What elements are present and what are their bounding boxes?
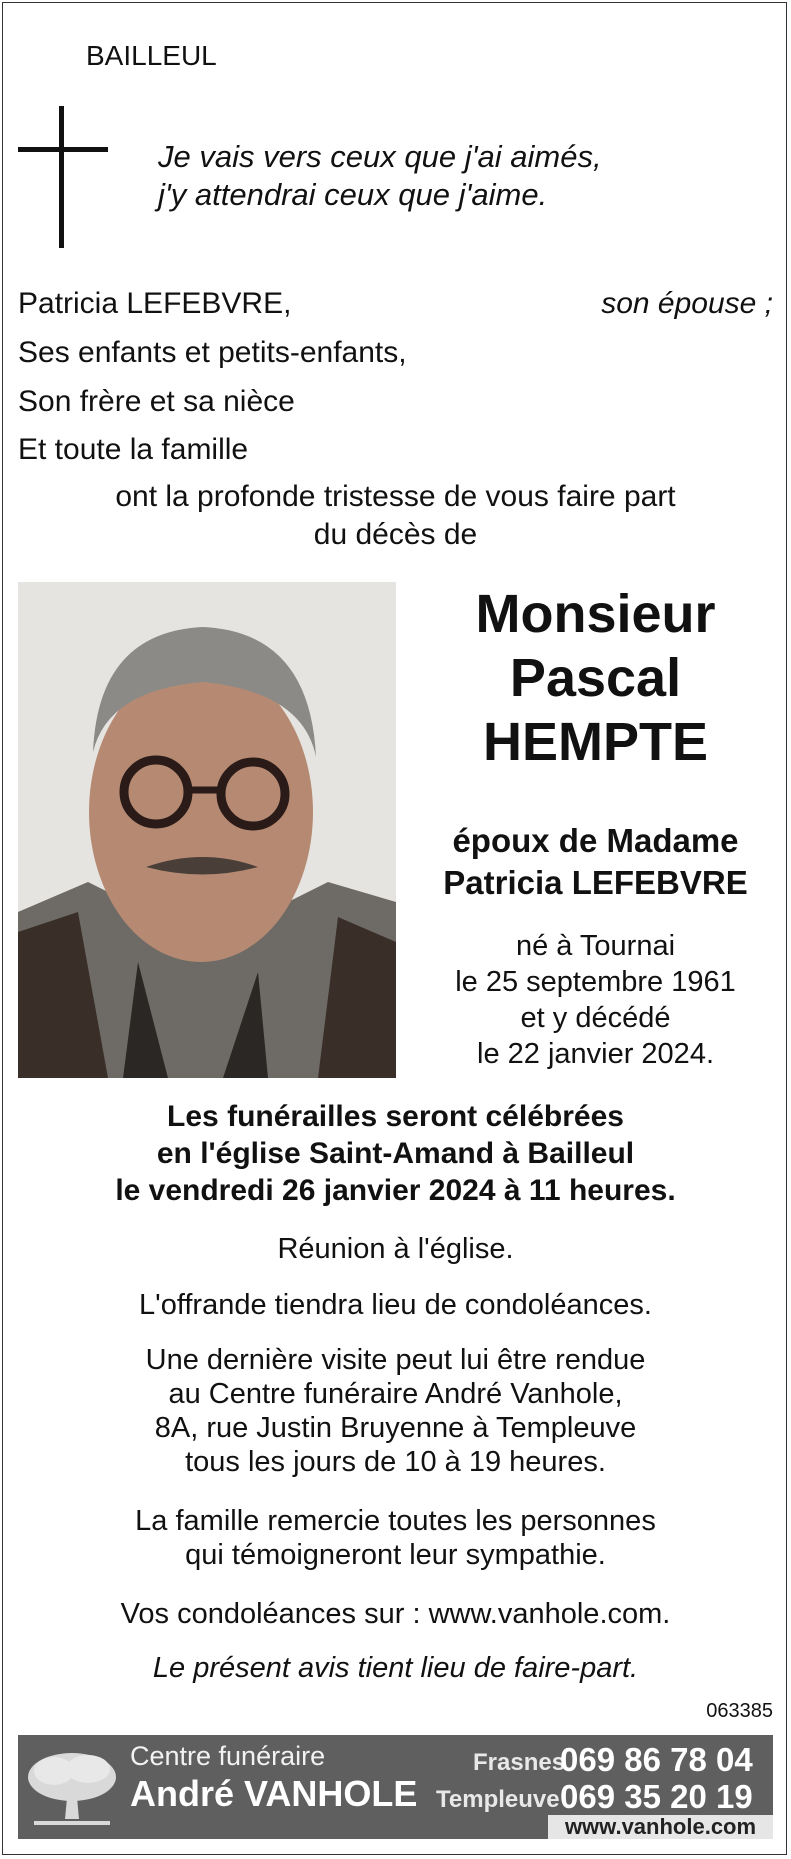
visit-info (0, 1343, 791, 1479)
funeral-line-3: le vendredi 26 janvier 2024 à 11 heures. (115, 1174, 676, 1207)
announcement-line-2: du décès de (313, 518, 478, 551)
quote-line-1: Je vais vers ceux que j'ai aimés, (158, 139, 602, 174)
spouse-line-1: époux de Madame (452, 822, 739, 859)
family-children: Ses enfants et petits-enfants, (18, 336, 407, 369)
birth-date: le 25 septembre 1961 (455, 966, 736, 998)
quote-line-2: j'y attendrai ceux que j'aime. (158, 177, 548, 212)
offering-text: L'offrande tiendra lieu de condoléances. (139, 1289, 652, 1321)
deceased-first-name: Pascal (509, 648, 682, 708)
visit-line-1: Une dernière visite peut lui être rendue (145, 1344, 646, 1376)
website-link[interactable]: www.vanhole.com (548, 1815, 773, 1839)
funeral-line-1: Les funérailles seront célébrées (167, 1100, 624, 1133)
announcement-line-1: ont la profonde tristesse de vous faire part (115, 480, 676, 513)
tree-logo-icon (24, 1747, 120, 1827)
thanks-line-1: La famille remercie toutes les personnes (135, 1505, 656, 1537)
visit-line-4: tous les jours de 10 à 19 heures. (185, 1446, 606, 1478)
deceased-title: Monsieur (475, 584, 716, 644)
cross-icon (59, 106, 64, 248)
deceased-last-name: HEMPTE (482, 712, 709, 772)
birth-place: né à Tournai (515, 930, 676, 962)
spouse-relation: son épouse ; (601, 287, 773, 320)
funeral-line-2: en l'église Saint-Amand à Bailleul (156, 1137, 635, 1170)
phone-frasnes: 069 86 78 04 (560, 1741, 753, 1778)
condolences-text: Vos condoléances sur : www.vanhole.com. (120, 1598, 671, 1630)
family-spouse: Patricia LEFEBVRE, (18, 287, 292, 320)
town-header: BAILLEUL (86, 40, 217, 71)
phone-city-frasnes: Frasnes (473, 1749, 566, 1776)
epitaph-quote (158, 138, 602, 214)
announcement (0, 478, 791, 554)
birth-death-info (400, 928, 791, 1072)
cross-icon-bar (18, 147, 108, 152)
visit-line-2: au Centre funéraire André Vanhole, (168, 1378, 623, 1410)
funeral-home-name: André VANHOLE (130, 1773, 418, 1814)
reference-number: 063385 (706, 1700, 773, 1722)
funeral-info (0, 1098, 791, 1209)
gathering-text: Réunion à l'église. (277, 1233, 514, 1265)
visit-line-3: 8A, rue Justin Bruyenne à Templeuve (154, 1412, 637, 1444)
death-date: le 22 janvier 2024. (477, 1038, 714, 1070)
deceased-portrait (18, 582, 396, 1078)
family-all: Et toute la famille (18, 433, 249, 466)
funeral-home-label: Centre funéraire (130, 1741, 326, 1771)
deceased-spouse (400, 820, 791, 904)
deceased-name (400, 582, 791, 774)
spouse-line-2: Patricia LEFEBVRE (443, 864, 748, 901)
death-place: et y décédé (520, 1002, 671, 1034)
family-siblings: Son frère et sa nièce (18, 385, 295, 418)
phone-city-templeuve: Templeuve (436, 1786, 560, 1813)
notice-text: Le présent avis tient lieu de faire-part. (152, 1652, 639, 1684)
phone-templeuve: 069 35 20 19 (560, 1778, 753, 1815)
thanks-line-2: qui témoigneront leur sympathie. (185, 1539, 606, 1571)
thanks-text (0, 1504, 791, 1572)
funeral-home-banner (18, 1735, 773, 1839)
